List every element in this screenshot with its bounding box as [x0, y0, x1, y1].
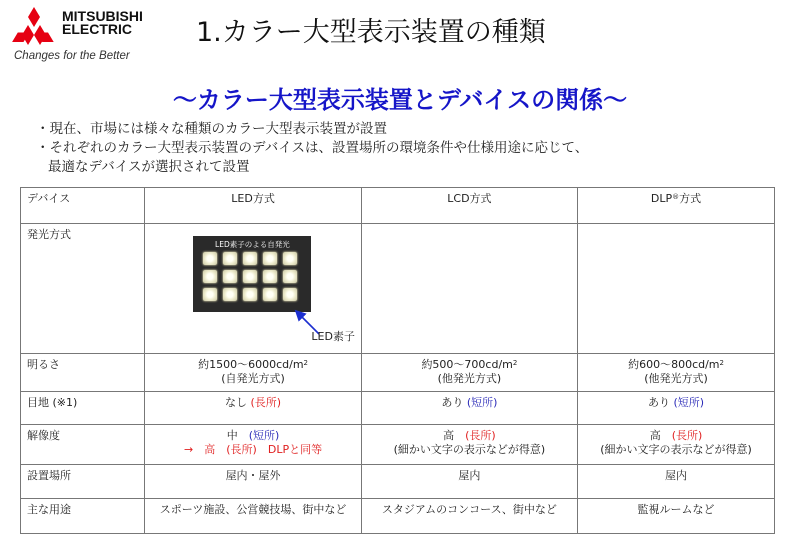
dlp-brightness-unit-sup: 2	[719, 359, 724, 367]
brand-line-2: ELECTRIC	[62, 21, 132, 37]
led-resolution-note: (短所)	[248, 429, 280, 442]
led-brightness-value: 約1500～6000cd/m	[198, 358, 304, 371]
brand-line-1: MITSUBISHI	[62, 8, 143, 24]
row-label-location: 設置場所	[21, 465, 145, 499]
led-brightness-cell	[145, 354, 361, 392]
row-label-brightness: 明るさ	[21, 354, 145, 392]
led-panel-label: LED素子のよる自発光	[215, 240, 290, 249]
bullet-1: ・現在、市場には様々な種類のカラー大型表示装置が設置	[36, 121, 387, 137]
led-location-cell: 屋内・屋外	[145, 465, 361, 499]
lcd-resolution-detail: (細かい文字の表示などが得意)	[393, 443, 546, 456]
lcd-brightness-value: 約500～700cd/m	[421, 358, 513, 371]
dlp-brightness-note: (他発光方式)	[644, 372, 708, 385]
header-dlp-suffix: 方式	[679, 192, 702, 205]
header-lcd: LCD方式	[361, 188, 577, 224]
company-logo	[12, 6, 172, 62]
brand-name	[62, 10, 172, 36]
led-usage-cell: スポーツ施設、公営競技場、街中など	[145, 499, 361, 534]
table-row-brightness	[21, 354, 775, 392]
led-brightness-unit-sup: 2	[303, 359, 309, 367]
dlp-brightness-value: 約600～800cd/m	[628, 358, 720, 371]
led-illustration	[151, 236, 354, 346]
slide-subtitle: ～カラー大型表示装置とデバイスの関係～	[172, 86, 628, 114]
dlp-emission-cell	[578, 224, 775, 354]
brand-tagline: Changes for the Better	[14, 50, 130, 62]
bullet-2: ・それぞれのカラー大型表示装置のデバイスは、設置場所の環境条件や仕様用途に応じて、	[36, 140, 589, 156]
header-dlp	[578, 188, 775, 224]
led-joint-cell	[145, 392, 361, 425]
dlp-resolution-cell	[578, 425, 775, 465]
header-device: デバイス	[21, 188, 145, 224]
led-joint-note: (長所)	[250, 396, 282, 409]
dlp-joint-value: あり	[647, 396, 670, 409]
dlp-location-cell: 屋内	[578, 465, 775, 499]
lcd-brightness-unit-sup: 2	[512, 359, 518, 367]
lcd-joint-cell	[361, 392, 577, 425]
page-title: 1.カラー大型表示装置の種類	[196, 17, 546, 48]
table-row-joint	[21, 392, 775, 425]
intro-bullets	[36, 120, 776, 177]
dlp-brightness-cell	[578, 354, 775, 392]
lcd-resolution-cell	[361, 425, 577, 465]
table-header-row	[21, 188, 775, 224]
bullet-2-continuation: 最適なデバイスが選択されて設置	[48, 159, 250, 175]
lcd-brightness-note: (他発光方式)	[437, 372, 502, 385]
lcd-joint-note: (短所)	[466, 396, 498, 409]
table-row-usage	[21, 499, 775, 534]
lcd-joint-value: あり	[441, 396, 464, 409]
dlp-joint-note: (短所)	[673, 396, 705, 409]
dlp-resolution-value: 高	[649, 429, 661, 442]
led-resolution-value: 中	[226, 429, 238, 442]
lcd-usage-cell: スタジアムのコンコース、街中など	[361, 499, 577, 534]
row-label-joint: 目地 (※1)	[21, 392, 145, 425]
registered-mark: ®	[672, 193, 680, 201]
dlp-usage-cell: 監視ルームなど	[578, 499, 775, 534]
led-joint-value: なし	[225, 396, 248, 409]
led-element-label: LED素子	[311, 330, 355, 343]
table-row-location	[21, 465, 775, 499]
lcd-brightness-cell	[361, 354, 577, 392]
dlp-resolution-detail: (細かい文字の表示などが得意)	[600, 443, 752, 456]
dlp-resolution-note: (長所)	[671, 429, 703, 442]
lcd-resolution-note: (長所)	[465, 429, 496, 442]
lcd-emission-cell	[361, 224, 577, 354]
row-label-emission: 発光方式	[21, 224, 145, 354]
table-row-emission	[21, 224, 775, 354]
lcd-location-cell: 屋内	[361, 465, 577, 499]
lcd-resolution-value: 高	[443, 429, 455, 442]
row-label-usage: 主な用途	[21, 499, 145, 534]
header-dlp-name: DLP	[650, 192, 673, 205]
led-brightness-note: (自発光方式)	[221, 372, 285, 385]
row-label-resolution: 解像度	[21, 425, 145, 465]
dlp-joint-cell	[578, 392, 775, 425]
device-comparison-table	[20, 187, 775, 534]
led-resolution-upgrade: → 高 (長所) DLPと同等	[184, 443, 323, 456]
table-row-resolution	[21, 425, 775, 465]
led-emission-cell	[145, 224, 361, 354]
three-diamonds-icon	[12, 6, 56, 46]
led-resolution-cell	[145, 425, 361, 465]
header-led: LED方式	[145, 188, 361, 224]
